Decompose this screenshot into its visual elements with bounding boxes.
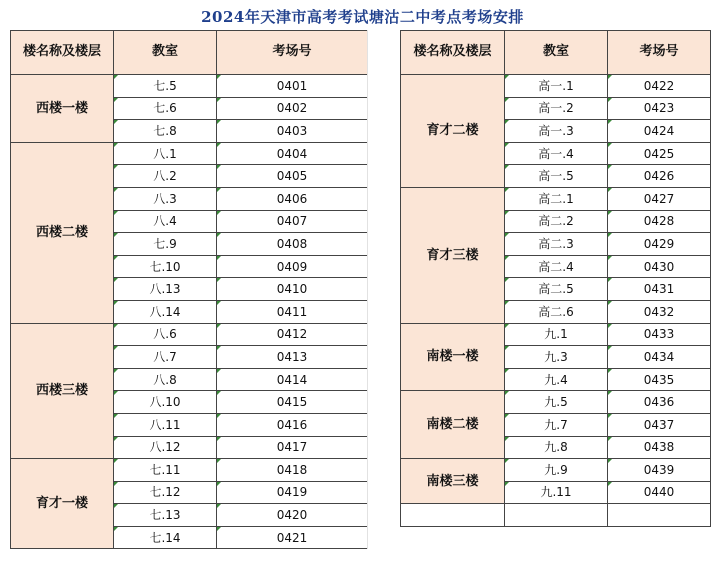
room-cell: 九.9 bbox=[505, 459, 608, 482]
exam-room-cell: 0438 bbox=[608, 436, 711, 459]
room-cell: 九.4 bbox=[505, 368, 608, 391]
table-row bbox=[401, 187, 711, 210]
exam-room-cell: 0412 bbox=[217, 323, 368, 346]
exam-room-cell: 0418 bbox=[217, 459, 368, 482]
room-cell: 七.13 bbox=[114, 504, 217, 527]
room-cell: 九.5 bbox=[505, 391, 608, 414]
room-cell: 七.11 bbox=[114, 459, 217, 482]
room-cell: 九.7 bbox=[505, 413, 608, 436]
exam-room-cell: 0409 bbox=[217, 255, 368, 278]
room-cell: 七.9 bbox=[114, 233, 217, 256]
right-table bbox=[400, 30, 711, 527]
exam-room-cell: 0416 bbox=[217, 413, 368, 436]
room-cell: 高二.4 bbox=[505, 255, 608, 278]
exam-room-cell: 0440 bbox=[608, 481, 711, 504]
room-cell: 高一.2 bbox=[505, 97, 608, 120]
building-cell: 西楼二楼 bbox=[11, 142, 114, 323]
building-cell: 南楼二楼 bbox=[401, 391, 505, 459]
exam-room-cell: 0437 bbox=[608, 413, 711, 436]
exam-room-cell: 0402 bbox=[217, 97, 368, 120]
exam-room-cell: 0431 bbox=[608, 278, 711, 301]
building-cell: 西楼一楼 bbox=[11, 75, 114, 143]
exam-room-cell: 0408 bbox=[217, 233, 368, 256]
room-cell: 高二.6 bbox=[505, 300, 608, 323]
room-cell: 八.13 bbox=[114, 278, 217, 301]
exam-room-cell: 0414 bbox=[217, 368, 368, 391]
room-cell: 高二.3 bbox=[505, 233, 608, 256]
room-cell: 八.3 bbox=[114, 187, 217, 210]
table-row bbox=[11, 75, 368, 98]
table-row bbox=[401, 459, 711, 482]
table-row bbox=[401, 323, 711, 346]
blank-room-cell bbox=[505, 504, 608, 527]
exam-room-cell: 0404 bbox=[217, 142, 368, 165]
room-cell: 高一.1 bbox=[505, 75, 608, 98]
room-cell: 九.3 bbox=[505, 346, 608, 369]
room-cell: 高二.1 bbox=[505, 187, 608, 210]
room-cell: 九.11 bbox=[505, 481, 608, 504]
table-row bbox=[11, 142, 368, 165]
table-row bbox=[11, 459, 368, 482]
left-header-row bbox=[11, 31, 368, 75]
room-cell: 七.6 bbox=[114, 97, 217, 120]
exam-room-cell: 0401 bbox=[217, 75, 368, 98]
header-room: 教室 bbox=[114, 31, 217, 75]
exam-room-cell: 0417 bbox=[217, 436, 368, 459]
room-cell: 高二.2 bbox=[505, 210, 608, 233]
exam-room-cell: 0435 bbox=[608, 368, 711, 391]
exam-room-cell: 0405 bbox=[217, 165, 368, 188]
exam-room-cell: 0429 bbox=[608, 233, 711, 256]
exam-room-cell: 0434 bbox=[608, 346, 711, 369]
spreadsheet-gap bbox=[367, 30, 400, 549]
building-cell: 西楼三楼 bbox=[11, 323, 114, 459]
room-cell: 八.11 bbox=[114, 413, 217, 436]
room-cell: 八.12 bbox=[114, 436, 217, 459]
exam-room-cell: 0406 bbox=[217, 187, 368, 210]
room-cell: 高一.3 bbox=[505, 120, 608, 143]
exam-room-cell: 0413 bbox=[217, 346, 368, 369]
room-cell: 七.8 bbox=[114, 120, 217, 143]
room-cell: 八.6 bbox=[114, 323, 217, 346]
building-cell: 南楼三楼 bbox=[401, 459, 505, 504]
building-cell: 育才二楼 bbox=[401, 75, 505, 188]
room-cell: 七.14 bbox=[114, 526, 217, 549]
room-cell: 七.10 bbox=[114, 255, 217, 278]
room-cell: 高二.5 bbox=[505, 278, 608, 301]
room-cell: 八.1 bbox=[114, 142, 217, 165]
exam-room-cell: 0426 bbox=[608, 165, 711, 188]
exam-room-cell: 0422 bbox=[608, 75, 711, 98]
building-cell: 南楼一楼 bbox=[401, 323, 505, 391]
left-table-body bbox=[11, 31, 368, 549]
building-cell: 育才一楼 bbox=[11, 459, 114, 549]
room-cell: 高一.5 bbox=[505, 165, 608, 188]
exam-room-cell: 0432 bbox=[608, 300, 711, 323]
header-exam-room: 考场号 bbox=[217, 31, 368, 75]
header-building: 楼名称及楼层 bbox=[401, 31, 505, 75]
exam-room-cell: 0424 bbox=[608, 120, 711, 143]
exam-room-cell: 0439 bbox=[608, 459, 711, 482]
header-room: 教室 bbox=[505, 31, 608, 75]
table-row bbox=[401, 75, 711, 98]
exam-room-cell: 0410 bbox=[217, 278, 368, 301]
blank-exam-room-cell bbox=[608, 504, 711, 527]
right-table-body bbox=[401, 31, 711, 527]
exam-room-cell: 0428 bbox=[608, 210, 711, 233]
room-cell: 九.1 bbox=[505, 323, 608, 346]
exam-room-cell: 0433 bbox=[608, 323, 711, 346]
table-row bbox=[11, 323, 368, 346]
blank-building-cell bbox=[401, 504, 505, 527]
room-cell: 七.5 bbox=[114, 75, 217, 98]
building-cell: 育才三楼 bbox=[401, 187, 505, 323]
exam-room-cell: 0415 bbox=[217, 391, 368, 414]
exam-room-cell: 0420 bbox=[217, 504, 368, 527]
page-title: 2024年天津市高考考试塘沽二中考点考场安排 bbox=[201, 8, 524, 26]
exam-room-cell: 0427 bbox=[608, 187, 711, 210]
header-exam-room: 考场号 bbox=[608, 31, 711, 75]
room-cell: 高一.4 bbox=[505, 142, 608, 165]
room-cell: 八.8 bbox=[114, 368, 217, 391]
exam-room-cell: 0421 bbox=[217, 526, 368, 549]
room-cell: 九.8 bbox=[505, 436, 608, 459]
exam-room-cell: 0419 bbox=[217, 481, 368, 504]
exam-room-cell: 0423 bbox=[608, 97, 711, 120]
exam-room-cell: 0407 bbox=[217, 210, 368, 233]
room-cell: 八.14 bbox=[114, 300, 217, 323]
left-table bbox=[10, 30, 368, 549]
room-cell: 八.10 bbox=[114, 391, 217, 414]
table-row bbox=[401, 391, 711, 414]
room-cell: 七.12 bbox=[114, 481, 217, 504]
room-cell: 八.7 bbox=[114, 346, 217, 369]
right-header-row bbox=[401, 31, 711, 75]
exam-room-cell: 0430 bbox=[608, 255, 711, 278]
exam-room-cell: 0411 bbox=[217, 300, 368, 323]
exam-room-cell: 0403 bbox=[217, 120, 368, 143]
exam-room-cell: 0425 bbox=[608, 142, 711, 165]
exam-room-cell: 0436 bbox=[608, 391, 711, 414]
room-cell: 八.2 bbox=[114, 165, 217, 188]
room-cell: 八.4 bbox=[114, 210, 217, 233]
header-building: 楼名称及楼层 bbox=[11, 31, 114, 75]
